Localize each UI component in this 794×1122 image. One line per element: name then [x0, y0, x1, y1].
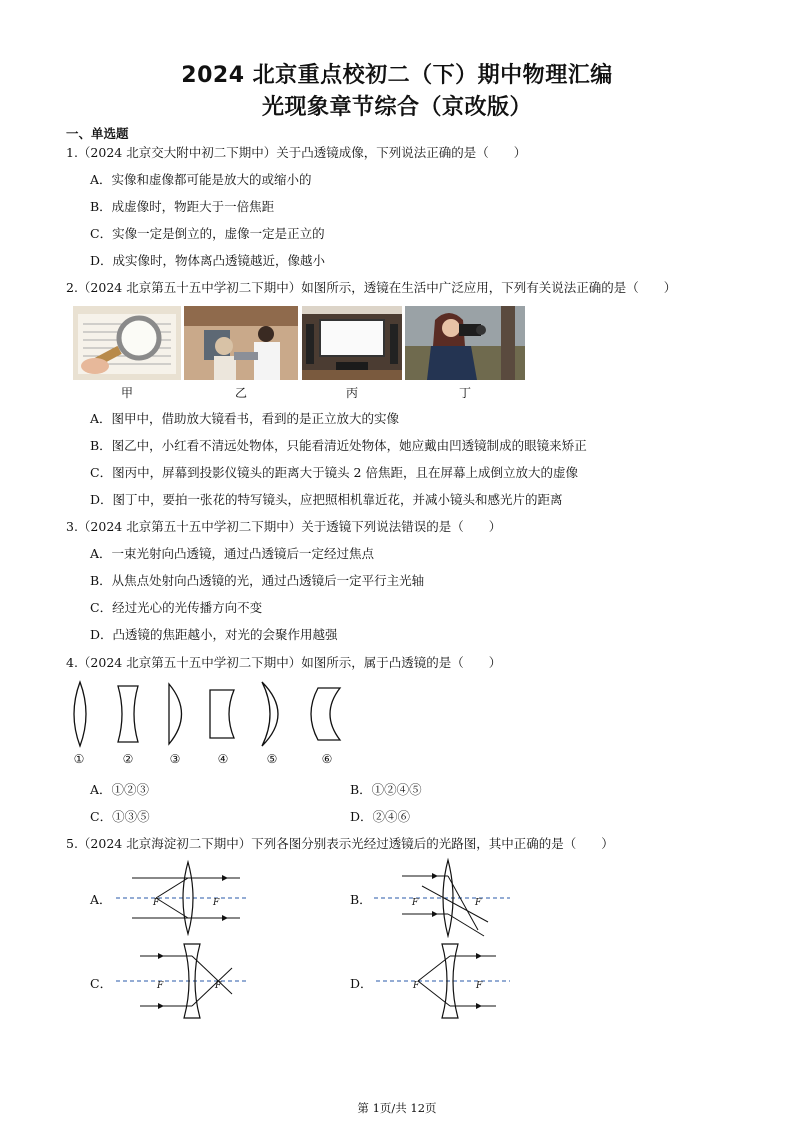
q5-option-b: B．	[350, 892, 372, 907]
q2-option-a: A．图甲中，借助放大镜看书，看到的是正立放大的实像	[90, 411, 400, 426]
caption-jia: 甲	[120, 386, 133, 400]
q5-option-c: C．	[90, 976, 113, 991]
q4-option-b: B．①②④⑤	[350, 782, 422, 797]
lens-label-6: ⑥	[321, 752, 333, 766]
q5-option-a: A．	[90, 892, 112, 907]
q5a-focus-left: F	[153, 898, 160, 908]
q3-option-a: A．一束光射向凸透镜，通过凸透镜后一定经过焦点	[90, 546, 375, 561]
q3-option-c: C．经过光心的光传播方向不变	[90, 600, 263, 615]
q2-option-b: B．图乙中，小红看不清远处物体，只能看清近处物体，她应戴由凹透镜制成的眼镜来矫正	[90, 438, 587, 453]
lens-5-convex-meniscus	[262, 682, 278, 746]
page-footer: 第 1页/共 12页	[357, 1101, 437, 1115]
photo-projector-room	[302, 306, 402, 380]
caption-yi: 乙	[234, 386, 247, 400]
q5c-focus-right: F	[215, 981, 222, 991]
photo-camera-girl	[405, 306, 525, 380]
q3-option-b: B．从焦点处射向凸透镜的光，通过凸透镜后一定平行主光轴	[90, 573, 425, 588]
q5d-focus-left: F	[413, 981, 420, 991]
q1-option-d: D．成实像时，物体离凸透镜越近，像越小	[90, 253, 326, 268]
title-line-1: 2024 北京重点校初二（下）期中物理汇编	[181, 63, 613, 88]
q2-option-d: D．图丁中，要拍一张花的特写镜头，应把照相机靠近花，并减小镜头和感光片的距离	[90, 492, 563, 507]
caption-bing: 丙	[345, 386, 358, 400]
lens-label-4: ④	[217, 752, 229, 766]
title-line-2: 光现象章节综合（京改版）	[261, 95, 532, 120]
q3-option-d: D．凸透镜的焦距越小，对光的会聚作用越强	[90, 627, 338, 642]
section-heading: 一、单选题	[66, 126, 129, 141]
lens-4-plano-concave	[210, 690, 234, 738]
lens-1-biconvex	[74, 682, 86, 746]
caption-ding: 丁	[458, 386, 471, 400]
lens-3-plano-convex	[169, 684, 182, 744]
q5a-focus-right: F	[213, 898, 220, 908]
lens-label-1: ①	[73, 752, 85, 766]
q1-stem: 1.（2024 北京交大附中初二下期中）关于凸透镜成像，下列说法正确的是（ ）	[66, 145, 527, 160]
q5c-focus-left: F	[157, 981, 164, 991]
q4-stem: 4.（2024 北京第五十五中学初二下期中）如图所示，属于凸透镜的是（ ）	[66, 655, 502, 670]
q4-option-c: C．①③⑤	[90, 809, 150, 824]
q2-stem: 2.（2024 北京第五十五中学初二下期中）如图所示，透镜在生活中广泛应用，下列有关说法正确的是（ ）	[66, 280, 677, 295]
q5b-focus-right: F	[475, 898, 482, 908]
q3-stem: 3.（2024 北京第五十五中学初二下期中）关于透镜下列说法错误的是（ ）	[66, 519, 502, 534]
q1-option-b: B．成虚像时，物距大于一倍焦距	[90, 199, 275, 214]
ray-diagram-d	[372, 940, 512, 1022]
lens-label-5: ⑤	[266, 752, 278, 766]
lens-6-concave-meniscus	[311, 688, 340, 740]
photo-magnifier	[73, 306, 181, 380]
q1-option-a: A．实像和虚像都可能是放大的或缩小的	[90, 172, 312, 187]
q5-stem: 5.（2024 北京海淀初二下期中）下列各图分别表示光经过透镜后的光路图，其中正确的是（ ）	[66, 836, 614, 851]
lens-label-2: ②	[122, 752, 134, 766]
lens-shapes-figure	[66, 678, 356, 750]
q4-option-a: A．①②③	[90, 782, 150, 797]
q2-option-c: C．图丙中，屏幕到投影仪镜头的距离大于镜头 2 倍焦距，且在屏幕上成倒立放大的虚像	[90, 465, 578, 480]
q5b-focus-left: F	[412, 898, 419, 908]
q5-option-d: D．	[350, 976, 373, 991]
q5d-focus-right: F	[476, 981, 483, 991]
q1-option-c: C．实像一定是倒立的，虚像一定是正立的	[90, 226, 325, 241]
q4-option-d: D．②④⑥	[350, 809, 411, 824]
ray-diagram-a	[112, 858, 252, 938]
ray-diagram-b	[372, 856, 512, 938]
lens-2-biconcave	[118, 686, 138, 742]
lens-label-3: ③	[169, 752, 181, 766]
ray-diagram-c	[112, 940, 252, 1022]
photo-eye-exam	[184, 306, 298, 380]
